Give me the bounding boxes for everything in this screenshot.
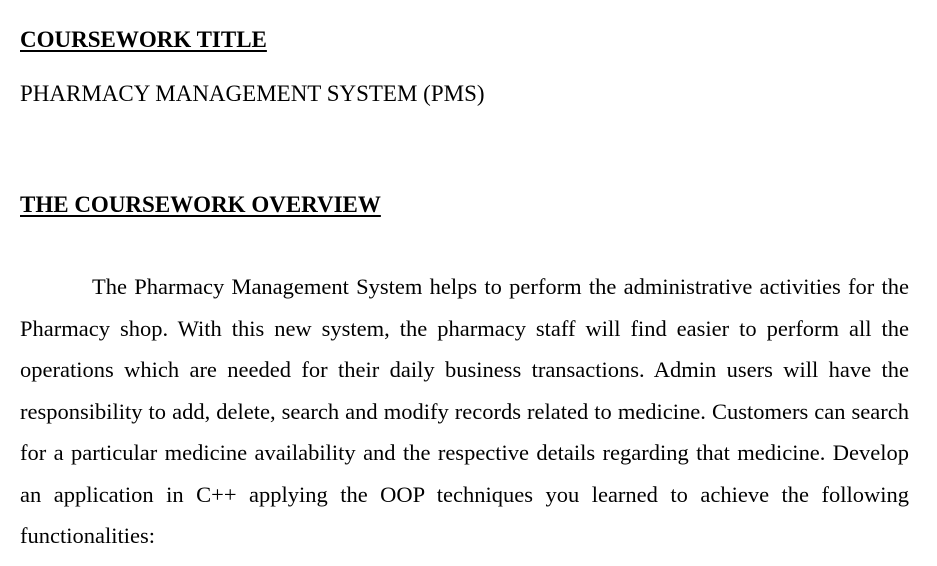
overview-heading: THE COURSEWORK OVERVIEW [20,192,381,217]
coursework-title-heading: COURSEWORK TITLE [20,27,267,52]
overview-paragraph: The Pharmacy Management System helps to perform the administrative activities for the Pharmacy shop. With this new system, the pharmacy staff will find easier to perform all the operations which are needed for their daily business transactions. Admin users will have the responsibility to add, delete, search and modify records related to medicine. Customers can search for a particular medicine availability and the respective details regarding that medicine. Develop an application in C++ applying the OOP techniques you learned to achieve the following functionalities: [20,274,909,548]
coursework-title: PHARMACY MANAGEMENT SYSTEM (PMS) [20,81,485,106]
